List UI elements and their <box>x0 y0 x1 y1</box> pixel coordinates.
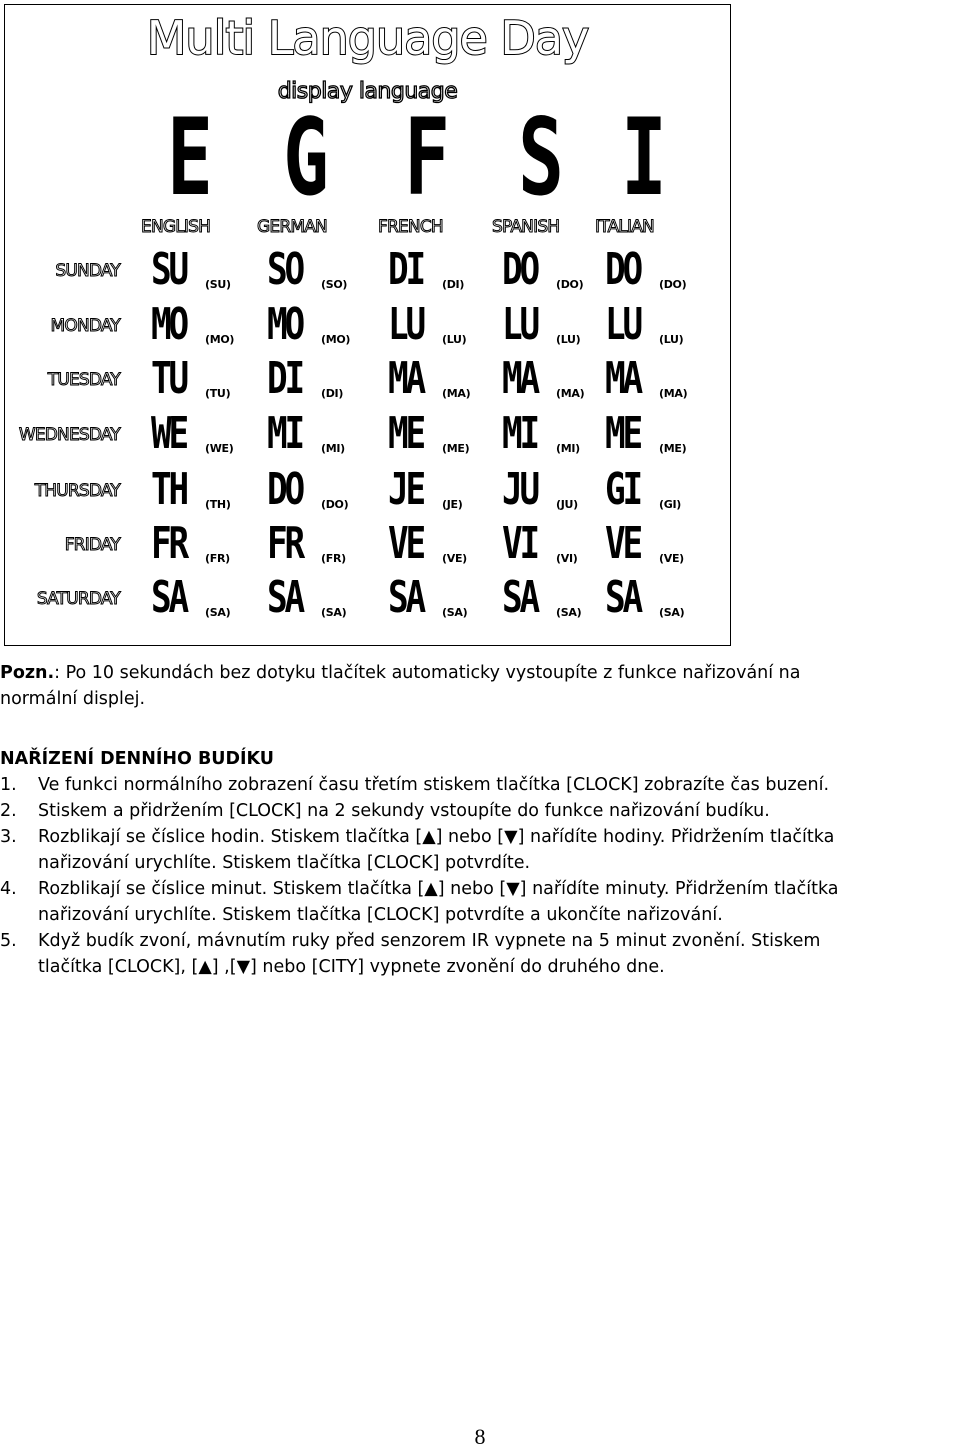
day-code: SA <box>151 572 187 623</box>
day-code: LU <box>388 299 424 350</box>
day-code: DO <box>267 464 303 515</box>
day-code-abbr: (SA) <box>321 606 347 619</box>
day-code: ME <box>388 408 424 459</box>
day-code: MI <box>267 408 303 459</box>
day-code: TU <box>151 353 187 404</box>
instruction-text: tlačítka [CLOCK], [▲] ,[▼] nebo [CITY] vypnete zvonění do druhého dne. <box>38 957 665 977</box>
section-heading: NAŘÍZENÍ DENNÍHO BUDÍKU <box>0 749 275 769</box>
day-code-abbr: (MA) <box>442 387 471 400</box>
display-language-label: display language <box>277 79 458 104</box>
instruction-line <box>0 902 723 928</box>
instruction-text: nařizování urychlíte. Stiskem tlačítka [CLOCK] potvrdíte. <box>38 853 531 873</box>
day-code-abbr: (SA) <box>205 606 231 619</box>
day-code-abbr: (LU) <box>442 333 467 346</box>
day-label: FRIDAY <box>64 535 120 555</box>
day-code-abbr: (SA) <box>556 606 582 619</box>
day-code: MA <box>388 353 424 404</box>
day-code-abbr: (DO) <box>321 498 349 511</box>
day-code: LU <box>605 299 641 350</box>
instruction-text: Rozblikají se číslice hodin. Stiskem tlačítka [▲] nebo [▼] nařídíte hodiny. Přidržením tlačítka <box>38 827 835 847</box>
day-code: TH <box>151 464 187 515</box>
day-code-abbr: (TU) <box>205 387 231 400</box>
day-code: SU <box>151 244 187 295</box>
day-code-abbr: (SO) <box>321 278 348 291</box>
day-code-abbr: (MA) <box>556 387 585 400</box>
instruction-line <box>0 928 820 954</box>
day-code: SA <box>267 572 303 623</box>
day-label: MONDAY <box>50 316 120 336</box>
instruction-text: Ve funkci normálního zobrazení času třetím stiskem tlačítka [CLOCK] zobrazíte čas buzení. <box>38 775 830 795</box>
note-text-2: normální displej. <box>0 689 146 709</box>
instruction-text: Když budík zvoní, mávnutím ruky před senzorem IR vypnete na 5 minut zvonění. Stiskem <box>38 931 821 951</box>
day-code: VE <box>388 518 424 569</box>
instruction-number: 2. <box>0 801 17 821</box>
day-code: VI <box>502 518 538 569</box>
figure-title: Multi Language Day <box>146 11 589 65</box>
day-code-abbr: (DI) <box>321 387 344 400</box>
day-code: VE <box>605 518 641 569</box>
day-code-abbr: (DO) <box>659 278 687 291</box>
instruction-line <box>0 798 770 824</box>
day-code: DO <box>502 244 538 295</box>
day-code: MA <box>605 353 641 404</box>
page-number: 8 <box>474 1424 486 1449</box>
language-header: ITALIAN <box>595 217 654 237</box>
language-header: ENGLISH <box>141 217 211 237</box>
day-code-abbr: (GI) <box>659 498 681 511</box>
multi-language-day-figure <box>4 4 731 646</box>
day-code: SO <box>267 244 303 295</box>
instruction-line <box>0 850 530 876</box>
day-code: MI <box>502 408 538 459</box>
day-code-abbr: (WE) <box>205 442 234 455</box>
day-code: MA <box>502 353 538 404</box>
instruction-text: Stiskem a přidržením [CLOCK] na 2 sekundy vstoupíte do funkce nařizování budíku. <box>38 801 770 821</box>
day-code-abbr: (JE) <box>442 498 463 511</box>
day-label: THURSDAY <box>34 481 120 501</box>
instruction-line <box>0 824 834 850</box>
day-code-abbr: (MO) <box>205 333 235 346</box>
day-code: SA <box>388 572 424 623</box>
day-code: MO <box>267 299 303 350</box>
instruction-line <box>0 772 829 798</box>
day-code: SA <box>605 572 641 623</box>
day-code-abbr: (MA) <box>659 387 688 400</box>
instruction-number: 3. <box>0 827 17 847</box>
instruction-line <box>0 876 839 902</box>
day-code: WE <box>151 408 187 459</box>
day-code: SA <box>502 572 538 623</box>
day-code: FR <box>151 518 187 569</box>
day-code-abbr: (MO) <box>321 333 351 346</box>
day-label: SUNDAY <box>55 261 120 281</box>
day-code-abbr: (JU) <box>556 498 578 511</box>
day-code-abbr: (DI) <box>442 278 465 291</box>
instruction-number: 1. <box>0 775 17 795</box>
day-code-abbr: (VI) <box>556 552 578 565</box>
note-line-1 <box>0 660 801 686</box>
day-code-abbr: (VE) <box>442 552 467 565</box>
display-language-letter: F <box>404 96 450 219</box>
note-label: Pozn. <box>0 663 55 683</box>
day-code-abbr: (LU) <box>556 333 581 346</box>
day-code: DI <box>267 353 303 404</box>
day-code: DO <box>605 244 641 295</box>
day-code: ME <box>605 408 641 459</box>
day-code: MO <box>151 299 187 350</box>
language-header: SPANISH <box>492 217 560 237</box>
language-header: GERMAN <box>257 217 327 237</box>
day-code-abbr: (ME) <box>442 442 470 455</box>
day-code: FR <box>267 518 303 569</box>
display-language-letter: E <box>167 96 213 219</box>
day-code-abbr: (TH) <box>205 498 231 511</box>
day-label: TUESDAY <box>47 370 120 390</box>
day-code-abbr: (LU) <box>659 333 684 346</box>
instruction-text: Rozblikají se číslice minut. Stiskem tlačítka [▲] nebo [▼] nařídíte minuty. Přidržením tlačítka <box>38 879 839 899</box>
note-text-1: : Po 10 sekundách bez dotyku tlačítek automaticky vystoupíte z funkce nařizování na <box>54 663 801 683</box>
day-code-abbr: (SU) <box>205 278 231 291</box>
display-language-letter: S <box>518 96 564 219</box>
day-code: DI <box>388 244 424 295</box>
instruction-line <box>0 954 665 980</box>
day-code-abbr: (ME) <box>659 442 687 455</box>
day-code-abbr: (MI) <box>556 442 580 455</box>
display-language-letter: G <box>283 96 329 219</box>
day-code: GI <box>605 464 641 515</box>
instruction-number: 4. <box>0 879 17 899</box>
day-code-abbr: (FR) <box>321 552 346 565</box>
instruction-text: nařizování urychlíte. Stiskem tlačítka [CLOCK] potvrdíte a ukončíte nařizování. <box>38 905 723 925</box>
day-code-abbr: (DO) <box>556 278 584 291</box>
day-code-abbr: (MI) <box>321 442 345 455</box>
instruction-number: 5. <box>0 931 17 951</box>
day-code: JU <box>502 464 538 515</box>
note-line-2 <box>0 686 145 712</box>
day-code: LU <box>502 299 538 350</box>
day-code-abbr: (VE) <box>659 552 684 565</box>
day-code-abbr: (FR) <box>205 552 230 565</box>
day-code-abbr: (SA) <box>659 606 685 619</box>
day-code: JE <box>388 464 424 515</box>
display-language-letter: I <box>621 96 667 219</box>
day-code-abbr: (SA) <box>442 606 468 619</box>
language-header: FRENCH <box>378 217 443 237</box>
day-label: WEDNESDAY <box>18 425 120 445</box>
day-label: SATURDAY <box>36 589 120 609</box>
